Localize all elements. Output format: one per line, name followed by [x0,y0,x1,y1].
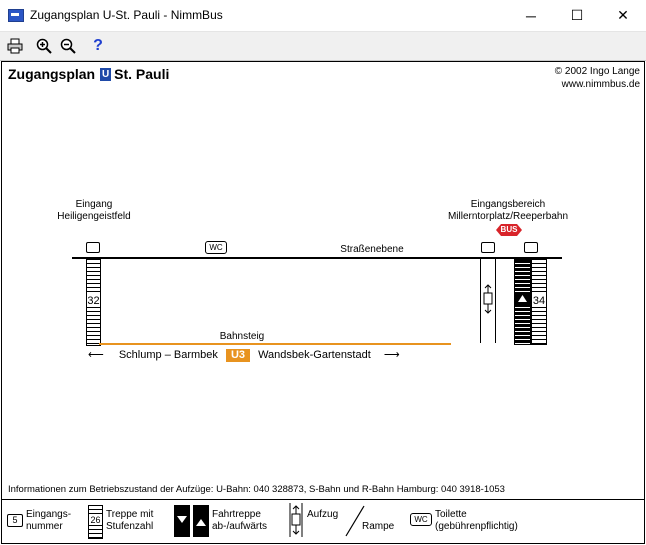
wc-badge: WC [205,241,227,254]
legend-escalator-line1: Fahrtreppe [212,509,261,520]
legend-toilet-line2: (gebührenpflichtig) [435,521,518,532]
entrance-box-left [86,242,100,253]
bus-label: BUS [500,225,518,234]
help-button[interactable] [88,36,108,56]
line-badge-u3: U3 [226,349,250,362]
help-icon: ? [93,37,103,54]
legend-entrance-label [26,509,71,533]
direction-row [88,347,448,363]
street-level-label: Straßenebene [340,244,404,255]
legend-ramp-label: Rampe [362,521,395,532]
direction-right: Wandsbek-Gartenstadt [258,349,371,361]
title-bar [0,0,646,32]
platform-label: Bahnsteig [219,331,265,342]
platform-line [99,343,451,345]
legend-escalator-line2: ab-/aufwärts [212,521,268,532]
station-plan [1,61,645,544]
legend-entrance-number: 5 [7,514,23,527]
legend-stairs-label [106,509,153,533]
zoom-out-button[interactable] [58,36,78,56]
printer-icon [7,38,23,54]
entrance-right-label [427,199,589,222]
elevator-info: Informationen zum Betriebszustand der Aufzüge: U-Bahn: 040 328873, S-Bahn und R-Bahn Hamburg: 040 3918-1053 [8,484,505,495]
app-icon [8,9,24,22]
legend-separator [2,499,644,500]
arrow-left-icon: ⟵ [88,349,104,361]
copyright: © 2002 Ingo Lange [554,66,640,77]
window-title: Zugangsplan U-St. Pauli - NimmBus [30,8,223,22]
bus-badge [496,224,522,236]
close-button[interactable]: ✕ [617,7,629,23]
entrance-box-right-1 [481,242,495,253]
legend-entrance-line2: nummer [26,521,63,532]
legend-escalator-label [212,509,267,533]
entrance-box-right-2 [524,242,538,253]
direction-left: Schlump – Barmbek [118,349,218,361]
u-bahn-badge: U [102,68,110,80]
entrance-right-line2: Millerntorplatz/Reeperbahn [447,211,569,222]
legend-elevator-label: Aufzug [307,509,339,520]
legend-elevator-icon [289,503,303,537]
station-name: St. Pauli [114,66,170,82]
zoom-in-button[interactable] [34,36,54,56]
entrance-right-line1: Eingangsbereich [470,199,546,210]
legend-toilet-label [435,509,518,533]
legend-wc-badge: WC [410,513,432,526]
plan-title-prefix: Zugangsplan [8,66,96,82]
stairs-left-count: 32 [87,295,100,307]
legend-toilet-line1: Toilette [435,509,467,520]
maximize-button[interactable]: ☐ [570,7,584,23]
plan-title [8,66,169,82]
entrance-left-line2: Heiligengeistfeld [57,211,131,222]
zoom-in-icon [36,38,52,54]
legend-entrance-line1: Eingangs- [26,509,72,520]
legend-stairs-number: 26 [90,515,101,525]
minimize-button[interactable]: ─ [526,7,536,24]
stairs-right-count: 34 [532,295,546,307]
legend-escalator-icon [174,505,210,537]
arrow-right-icon: ⟶ [383,349,400,361]
print-button[interactable] [5,36,25,56]
legend-stairs-line1: Treppe mit [106,509,154,520]
elevator-icon [481,284,495,314]
escalator-up-arrow-icon [515,292,530,306]
zoom-out-icon [60,38,76,54]
entrance-left-line1: Eingang [75,199,113,210]
entrance-left-label [44,199,144,222]
toolbar [0,32,646,61]
website: www.nimmbus.de [561,79,640,90]
legend-stairs-line2: Stufenzahl [106,521,154,532]
